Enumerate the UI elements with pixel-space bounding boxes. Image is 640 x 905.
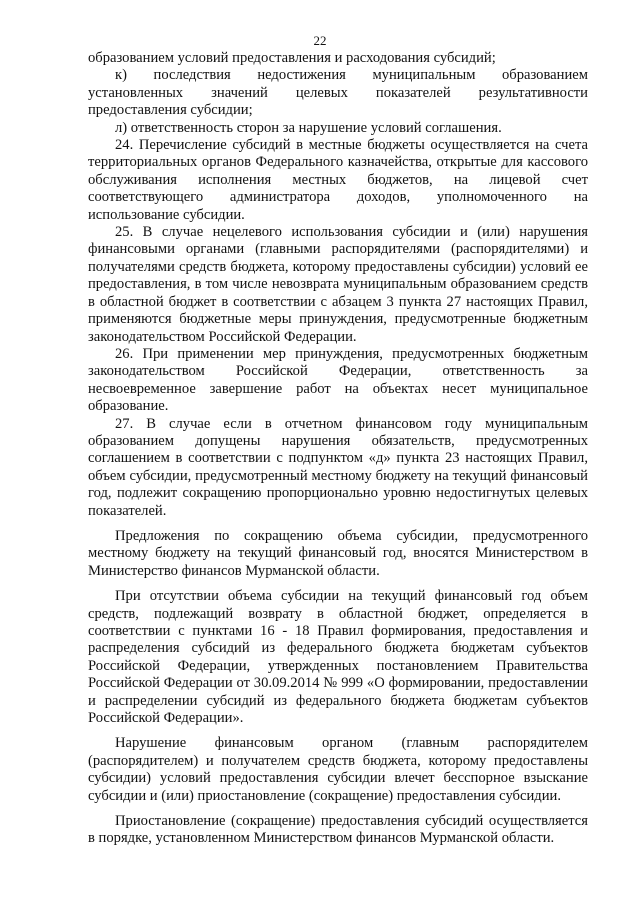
paragraph-violation-recovery: Нарушение финансовым органом (главным распорядителем (распорядителем) и получателем средств бюджета, которому предоставлены субсидии) условий предоставления субсидии влечет бесспорное взыскание субсидии и (или) приостановление (сокращение) предоставления субсидии. [88,735,588,804]
paragraph-item-l: л) ответственность сторон за нарушение условий соглашения. [115,119,502,136]
page-number: 22 [313,33,327,48]
paragraph-continuation: образованием условий предоставления и расходования субсидий; [88,50,496,66]
paragraph-reduction-proposals: Предложения по сокращению объема субсидии, предусмотренного местному бюджету на текущий финансовый год, вносятся Министерством в Министерство финансов Мурманской области. [88,527,588,579]
paragraph-suspension-procedure: Приостановление (сокращение) предоставления субсидий осуществляется в порядке, установленном Министерством финансов Мурманской области. [88,813,588,847]
paragraph-refund-calculation: При отсутствии объема субсидии на текущий финансовый год объем средств, подлежащий возврату в областной бюджет, определяется в соответствии с пунктами 16 - 18 Правил формирования, предоставления и распределения субсидий из федерального бюджета бюджетам субъектов Российской Федерации, утвержденных постановлением Правительства Российской Федерации от 30.09.2014 № 999 «О формировании, предоставлении и распределении субсидий из федерального бюджета бюджетам субъектов Российской Федерации». [88,588,588,727]
paragraph-clause-26: 26. При применении мер принуждения, предусмотренных бюджетным законодательством Российской Федерации, ответственность за несвоевременное завершение работ на объектах несет муниципальное образование. [88,345,588,415]
paragraph-clause-27: 27. В случае если в отчетном финансовом году муниципальным образованием допущены нарушения обязательств, предусмотренных соглашением в соответствии с подпунктом «д» пункта 23 настоящих Правил, объем субсидии, предусмотренный местному бюджету на текущий финансовый год, подлежит сокращению пропорционально уровню недостигнутых целевых показателей. [88,415,588,519]
paragraph-item-k: к) последствия недостижения муниципальным образованием установленных значений целевых показателей результативности предоставления субсидии; [88,67,588,119]
document-body [88,50,588,848]
paragraph-clause-24: 24. Перечисление субсидий в местные бюджеты осуществляется на счета территориальных органов Федерального казначейства, открытые для кассового обслуживания исполнения местных бюджетов, на лицевой счет соответствующего администратора доходов, уполномоченного на использование субсидии. [88,137,588,223]
paragraph-clause-25: 25. В случае нецелевого использования субсидии и (или) нарушения финансовыми органами (главными распорядителями (распорядителями) и получателями средств бюджета, которому предоставлены субсидии) условий ее предоставления, в том числе невозврата муниципальным образованием средств в областной бюджет в соответствии с абзацем 3 пункта 27 настоящих Правил, применяются бюджетные меры принуждения, предусмотренные бюджетным законодательством Российской Федерации. [88,224,588,345]
